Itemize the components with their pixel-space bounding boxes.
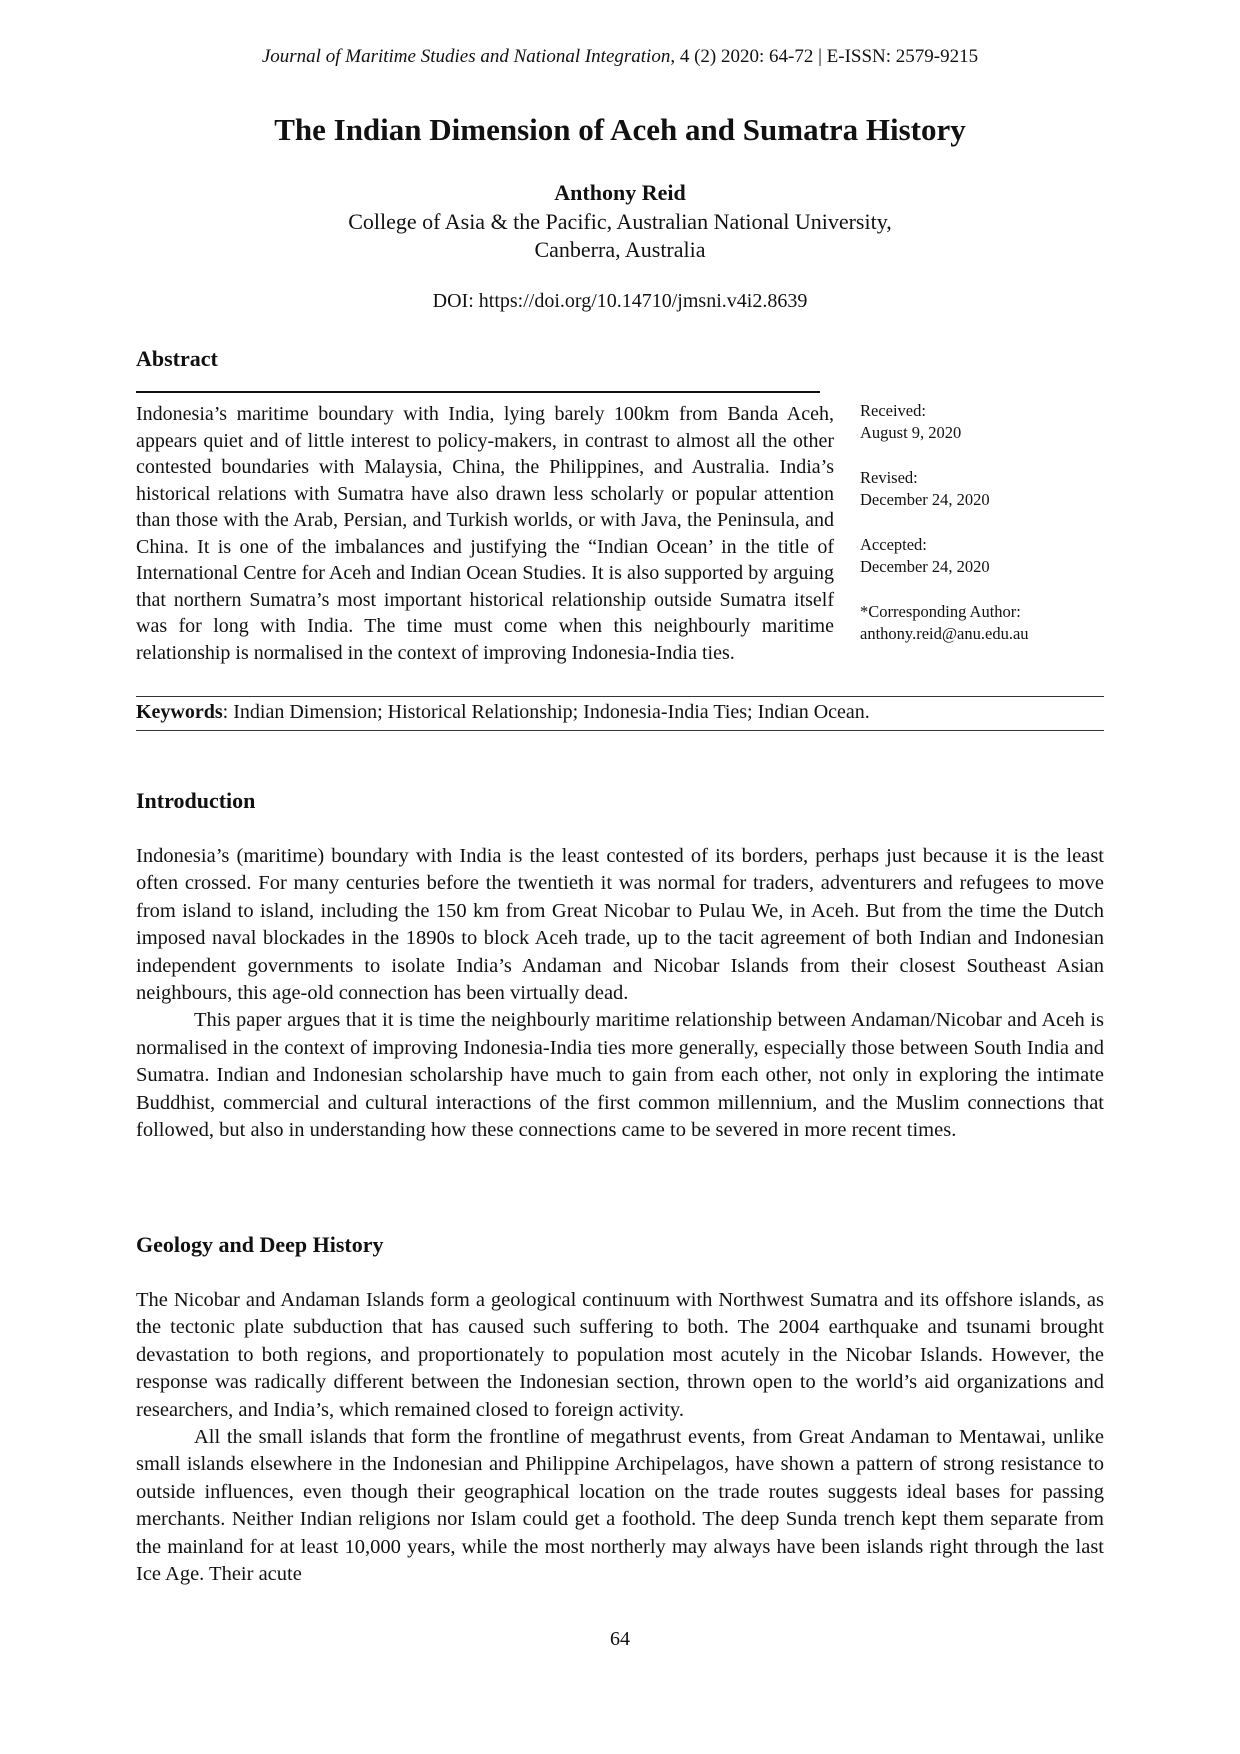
journal-name: Journal of Maritime Studies and National Integration [261,46,671,67]
journal-details: , 4 (2) 2020: 64-72 | E-ISSN: 2579-9215 [670,46,979,67]
abstract-divider [136,391,820,393]
revised-label: Revised: [860,468,918,487]
received-label: Received: [860,401,926,420]
accepted-label: Accepted: [860,535,927,554]
revised-date: December 24, 2020 [860,490,990,509]
accepted-info [860,534,1110,578]
author-affiliation [0,208,1240,264]
abstract-text: Indonesia’s maritime boundary with India, lying barely 100km from Banda Aceh, appears quiet and of little interest to policy-makers, in contrast to almost all the other contested boundaries with Malaysia, China, the Philippines, and Australia. India’s historical relations with Sumatra have also drawn less scholarly or popular attention than those with the Arab, Persian, and Turkish worlds, or with Java, the Peninsula, and China. It is one of the imbalances and justifying the “Indian Ocean’ in the title of International Centre for Aceh and Indian Ocean Studies. It is also supported by arguing that northern Sumatra’s most important historical relationship outside Sumatra itself was for long with India. The time must come when this neighbourly maritime relationship is normalised in the context of improving Indonesia-India ties. [136,403,834,664]
keywords-text: : Indian Dimension; Historical Relationship; Indonesia-India Ties; Indian Ocean. [222,701,870,723]
geology-heading: Geology and Deep History [136,1232,384,1257]
keywords-label: Keywords [136,701,223,723]
introduction-paragraph-2: This paper argues that it is time the neighbourly maritime relationship between Andaman/Nicobar and Aceh is normalised in the context of improving Indonesia-India ties more generally, especially those between South India and Sumatra. Indian and Indonesian scholarship have much to gain from each other, not only in exploring the intimate Buddhist, commercial and cultural interactions of the first common millennium, and the Muslim connections that followed, but also in understanding how these connections came to be severed in more recent times. [136,1009,1104,1142]
introduction-heading: Introduction [136,788,256,813]
keywords-line [136,701,1104,724]
article-history-sidebar [860,400,1110,668]
abstract-heading: Abstract [136,346,218,371]
author-name: Anthony Reid [554,180,686,205]
accepted-date: December 24, 2020 [860,557,990,576]
page-number: 64 [610,1628,630,1650]
geology-paragraph-1: The Nicobar and Andaman Islands form a geological continuum with Northwest Sumatra and its offshore islands, as the tectonic plate subduction that has caused such suffering to both. The 2004 earthquake and tsunami brought devastation to both regions, and proportionately to population most acutely in the Nicobar Islands. However, the response was radically different between the Indonesian section, thrown open to the world’s aid organizations and researchers, and India’s, which remained closed to foreign activity. [136,1289,1104,1421]
geology-body [136,1287,1104,1588]
corresponding-label: *Corresponding Author: [860,602,1021,621]
article-title: The Indian Dimension of Aceh and Sumatra History [274,112,966,147]
introduction-paragraph-1: Indonesia’s (maritime) boundary with India is the least contested of its borders, perhaps just because it is the least often crossed. For many centuries before the twentieth it was normal for traders, adventurers and refugees to move from island to island, including the 150 km from Great Nicobar to Pulau We, in Aceh. But from the time the Dutch imposed naval blockades in the 1890s to block Aceh trade, up to the tacit agreement of both Indian and Indonesian independent governments to isolate India’s Andaman and Nicobar Islands from their closest Southeast Asian neighbours, this age-old connection has been virtually dead. [136,845,1104,1005]
keywords-bottom-rule [136,730,1104,731]
geology-paragraph-2: All the small islands that form the frontline of megathrust events, from Great Andaman to Mentawai, unlike small islands elsewhere in the Indonesian and Philippine Archipelagos, have shown a pattern of strong resistance to outside influences, even though their geographical location on the trade routes suggests ideal bases for passing merchants. Neither Indian religions nor Islam could get a foothold. The deep Sunda trench kept them separate from the mainland for at least 10,000 years, while the most northerly may always have been islands right through the last Ice Age. Their acute [136,1426,1104,1586]
doi-link[interactable]: DOI: https://doi.org/10.14710/jmsni.v4i2.8639 [432,290,808,312]
keywords-top-rule [136,696,1104,697]
revised-info [860,467,1110,511]
corresponding-email[interactable]: anthony.reid@anu.edu.au [860,624,1029,643]
corresponding-author-info [860,601,1110,645]
affiliation-line-1: College of Asia & the Pacific, Australian National University, [348,209,892,234]
introduction-body [136,843,1104,1144]
affiliation-line-2: Canberra, Australia [534,237,706,262]
running-header [0,46,1240,68]
received-date: August 9, 2020 [860,423,962,442]
received-info [860,400,1110,444]
